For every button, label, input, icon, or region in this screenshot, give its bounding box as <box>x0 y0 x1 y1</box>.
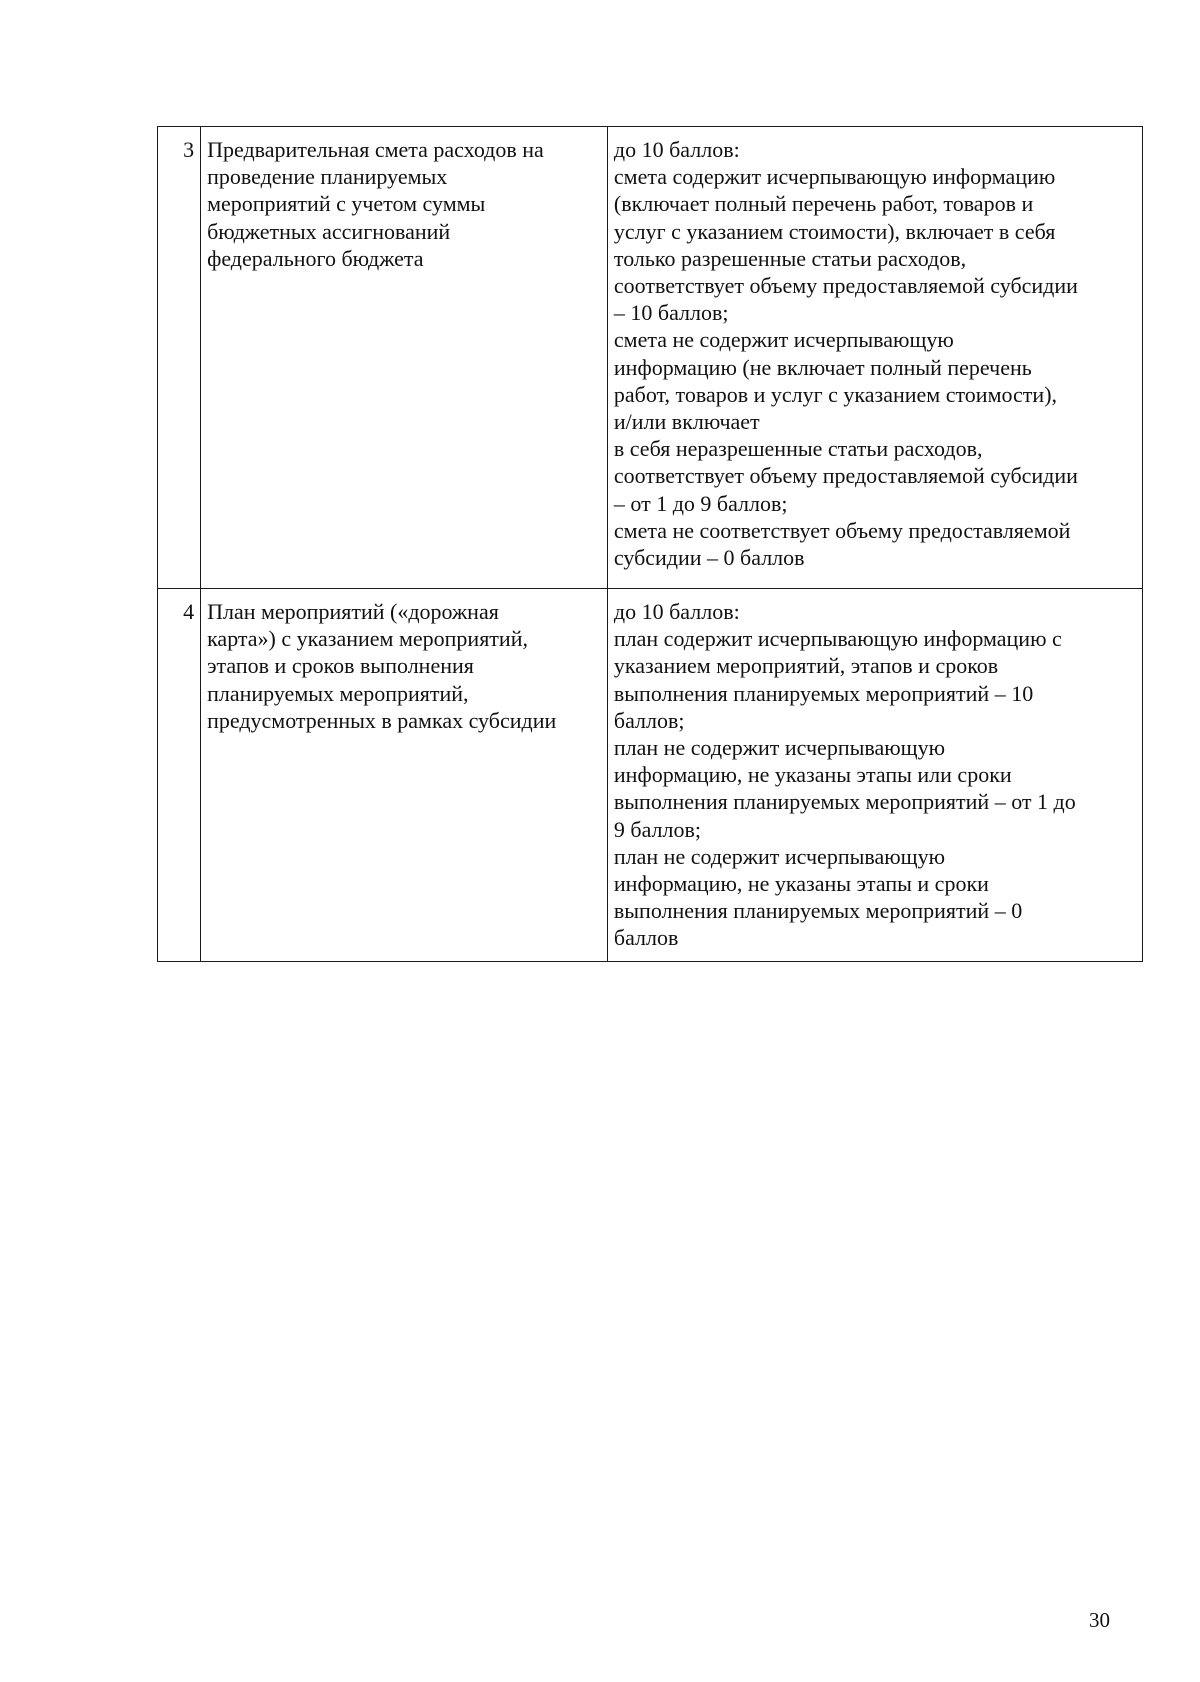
scoring-line: – 10 баллов; <box>613 300 729 326</box>
scoring-line: план не содержит исчерпывающую <box>613 735 946 761</box>
criterion-line: Предварительная смета расходов на <box>207 137 544 162</box>
scoring-line: только разрешенные статьи расходов, <box>613 245 967 271</box>
scoring-line: соответствует объему предоставляемой субсидии <box>613 463 1078 489</box>
scoring-line: соответствует объему предоставляемой субсидии <box>613 273 1078 299</box>
criterion-line: План мероприятий («дорожная <box>207 599 499 624</box>
criterion-line: федерального бюджета <box>207 245 424 271</box>
scoring-line: работ, товаров и услуг с указанием стоимости), <box>613 381 1058 407</box>
criteria-table <box>157 126 1143 962</box>
scoring-line: план содержит исчерпывающую информацию с <box>613 626 1062 652</box>
scoring-cell <box>607 589 1142 962</box>
criterion-line: бюджетных ассигнований <box>207 218 451 244</box>
criterion-line: проведение планируемых <box>207 164 448 190</box>
scoring-line: выполнения планируемых мероприятий – 10 <box>613 680 1034 706</box>
scoring-line: до 10 баллов: <box>613 137 740 162</box>
scoring-line: план не содержит исчерпывающую <box>613 843 946 869</box>
scoring-line: услуг с указанием стоимости), включает в себя <box>613 218 1056 244</box>
scoring-line: 9 баллов; <box>613 816 701 842</box>
scoring-line: информацию, не указаны этапы и сроки <box>613 871 989 897</box>
row-number: 4 <box>158 589 201 962</box>
criterion-line: предусмотренных в рамках субсидии <box>207 707 557 733</box>
scoring-line: до 10 баллов: <box>613 599 740 624</box>
page-number: 30 <box>1089 1608 1110 1632</box>
scoring-cell <box>607 127 1142 589</box>
criterion-line: этапов и сроков выполнения <box>207 653 474 679</box>
scoring-line: смета содержит исчерпывающую информацию <box>613 164 1056 190</box>
scoring-line: баллов; <box>613 707 685 733</box>
row-number: 3 <box>158 127 201 589</box>
criterion-cell <box>201 127 608 589</box>
table-row <box>158 127 1143 589</box>
scoring-line: информацию (не включает полный перечень <box>613 354 1032 380</box>
scoring-line: информацию, не указаны этапы или сроки <box>613 762 1012 788</box>
scoring-line: смета не соответствует объему предоставляемой <box>613 517 1071 543</box>
criterion-cell <box>201 589 608 962</box>
scoring-line: (включает полный перечень работ, товаров и <box>613 191 1034 217</box>
scoring-line: субсидии – 0 баллов <box>613 545 805 571</box>
scoring-line: выполнения планируемых мероприятий – от 1 до <box>613 789 1076 815</box>
scoring-line: выполнения планируемых мероприятий – 0 <box>613 898 1023 924</box>
criterion-line: планируемых мероприятий, <box>207 680 469 706</box>
scoring-line: указанием мероприятий, этапов и сроков <box>613 653 999 679</box>
scoring-line: баллов <box>613 925 679 951</box>
scoring-line: и/или включает <box>613 409 760 435</box>
scoring-line: смета не содержит исчерпывающую <box>613 327 954 353</box>
scoring-line: – от 1 до 9 баллов; <box>613 490 788 516</box>
criterion-line: карта») с указанием мероприятий, <box>207 626 528 652</box>
scoring-line: в себя неразрешенные статьи расходов, <box>613 436 983 462</box>
criterion-line: мероприятий с учетом суммы <box>207 191 486 217</box>
table-row <box>158 589 1143 962</box>
